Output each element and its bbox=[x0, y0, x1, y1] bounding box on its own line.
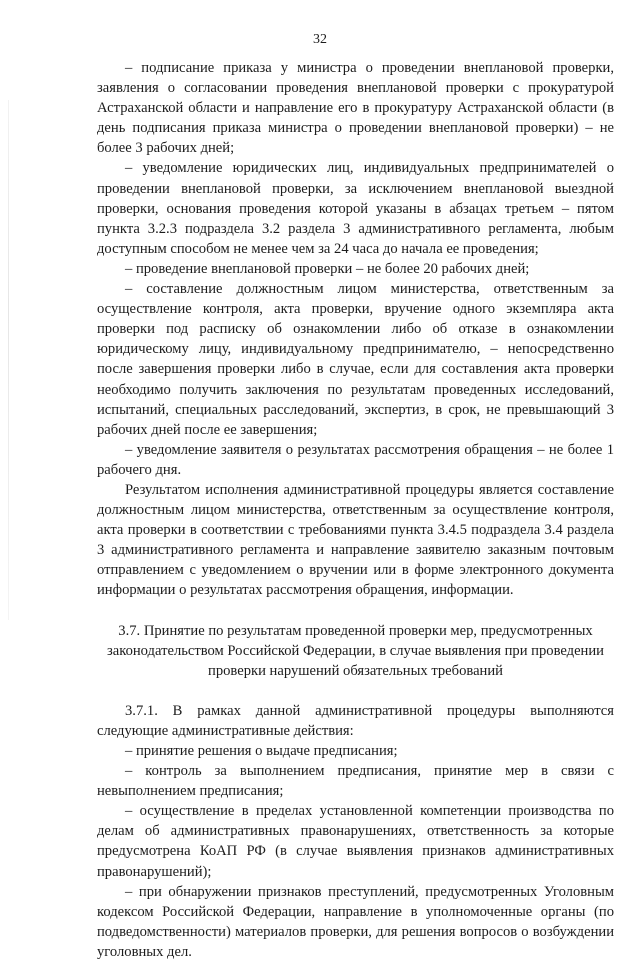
paragraph: Результатом исполнения административной процедуры является составление должностным лицом министерства, ответственным за осуществление контроля, акта проверки в соответствии с требованиями пункта 3.4.5 подраздела 3.4 раздела 3 административного регламента и направление заявителю заказным почтовым отправлением с уведомлением о вручении или в форме электронного документа информации о результатах рассмотрения обращения, информации. bbox=[97, 481, 614, 599]
scan-edge-mark bbox=[8, 100, 9, 620]
paragraph: – контроль за выполнением предписания, принятие мер в связи с невыполнением предписания; bbox=[97, 763, 614, 800]
paragraph: – уведомление юридических лиц, индивидуальных предпринимателей о проведении внеплановой проверки, за исключением внеплановой выездной проверки, основания проведения которой указаны в абзацах третьем – пятом пункта 3.2.3 подраздела 3.2 раздела 3 административного регламента, любым доступным способом не менее чем за 24 часа до начала ее проведения; bbox=[97, 160, 614, 257]
paragraph: – при обнаружении признаков преступлений, предусмотренных Уголовным кодексом Российской Федерации, направление в уполномоченные органы (по подведомственности) материалов проверки, для решения вопросов о возбуждении уголовных дел. bbox=[97, 883, 614, 960]
spacer bbox=[97, 601, 614, 621]
paragraph: – уведомление заявителя о результатах рассмотрения обращения – не более 1 рабочего дня. bbox=[97, 441, 614, 478]
paragraph: – принятие решения о выдаче предписания; bbox=[125, 743, 398, 759]
paragraph: 3.7.1. В рамках данной административной процедуры выполняются следующие административные действия: bbox=[97, 702, 614, 739]
section-heading: 3.7. Принятие по результатам проведенной проверки мер, предусмотренных законодательством Российской Федерации, в случае выявления при проведении проверки нарушений обязательных требований bbox=[106, 622, 604, 679]
paragraph: – подписание приказа у министра о проведении внеплановой проверки, заявления о согласовании проведения внеплановой проверки с прокуратурой Астраханской области и направление его в прокуратуру Астраханской области (в день подписания приказа министра о проведении внеплановой проверки) – не более 3 рабочих дней; bbox=[97, 60, 614, 157]
paragraph: – проведение внеплановой проверки – не более 20 рабочих дней; bbox=[125, 260, 530, 277]
page-number: 32 bbox=[313, 32, 327, 47]
spacer bbox=[97, 681, 614, 701]
paragraph: – составление должностным лицом министерства, ответственным за осуществление контроля, акта проверки, вручение одного экземпляра акта проверки под расписку об ознакомлении либо об отказе в ознакомлении юридическому лицу, индивидуальному предпринимателю, – непосредственно после завершения проверки либо в случае, если для составления акта проверки необходимо получить заключения по результатам проведенных исследований, испытаний, специальных расследований, экспертиз, в срок, не превышающий 3 рабочих дней после ее завершения; bbox=[97, 281, 614, 438]
document-body bbox=[97, 58, 614, 962]
paragraph: – осуществление в пределах установленной компетенции производства по делам об административных правонарушениях, ответственность за которые предусмотрена КоАП РФ (в случае выявления признаков административных правонарушений); bbox=[97, 803, 614, 880]
